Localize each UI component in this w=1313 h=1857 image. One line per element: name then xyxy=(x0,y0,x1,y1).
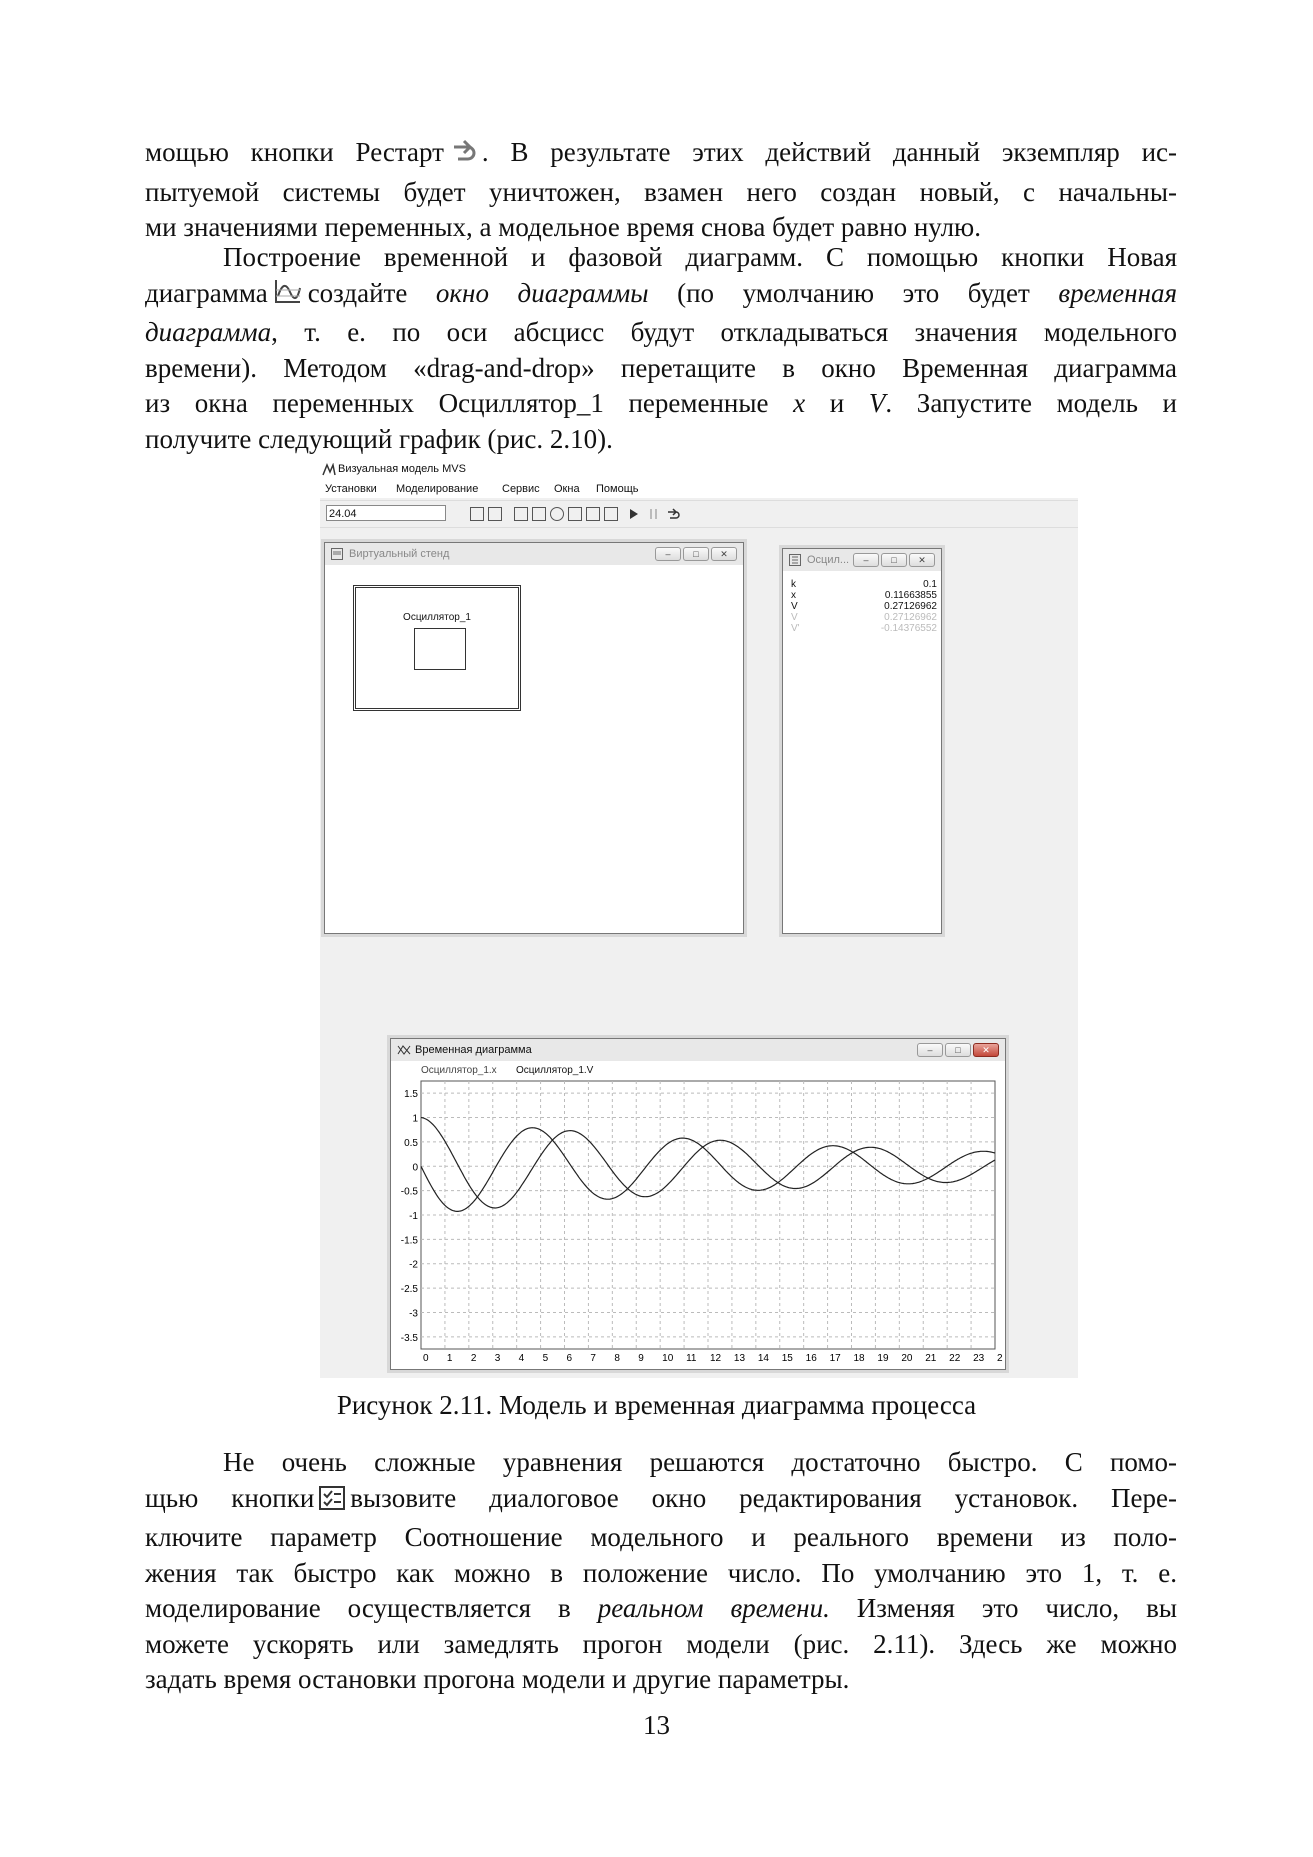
virtual-stand-window xyxy=(324,542,744,934)
new-diagram-icon[interactable] xyxy=(514,507,528,521)
oscillator-body[interactable] xyxy=(414,628,466,670)
notes-icon[interactable] xyxy=(488,507,502,521)
x-tick-label: 4 xyxy=(518,1353,525,1364)
step-icon[interactable] xyxy=(568,507,582,521)
window-titlebar xyxy=(391,1039,1005,1061)
x-tick-label: 6 xyxy=(566,1353,573,1364)
x-tick-label: 1 xyxy=(446,1353,453,1364)
close-button[interactable]: ✕ xyxy=(909,553,935,567)
window-titlebar xyxy=(325,543,743,565)
x-tick-label: 13 xyxy=(733,1353,746,1364)
x-tick-label: 21 xyxy=(925,1353,937,1364)
variables-icon xyxy=(789,554,801,566)
x-tick-label: 17 xyxy=(829,1353,841,1364)
menu-settings[interactable]: Установки xyxy=(325,483,377,495)
restart-icon xyxy=(448,137,478,175)
x-tick-label: 0 xyxy=(423,1353,429,1364)
x-tick-label: 14 xyxy=(757,1353,769,1364)
pause-icon[interactable] xyxy=(648,508,660,520)
x-tick-label: 8 xyxy=(614,1353,620,1364)
x-tick-label: 2 xyxy=(997,1353,1003,1364)
maximize-button[interactable]: □ xyxy=(683,547,709,561)
menu-modeling[interactable]: Моделирование xyxy=(396,483,479,495)
time-diagram-chart xyxy=(391,1077,1005,1367)
y-tick-label: -1 xyxy=(409,1211,418,1222)
window-title: Осцил... xyxy=(807,554,850,566)
x-tick-label: 12 xyxy=(710,1353,722,1364)
y-tick-label: 0.5 xyxy=(404,1137,418,1149)
text-line: ключите параметр Соотношение модельного и реального времени из поло- xyxy=(145,1522,1177,1552)
toolbar xyxy=(320,500,1078,528)
stand-icon xyxy=(331,548,343,560)
minimize-button[interactable]: – xyxy=(853,553,879,567)
gauge-icon[interactable] xyxy=(604,507,618,521)
menu-help[interactable]: Помощь xyxy=(596,483,639,495)
maximize-button[interactable]: □ xyxy=(881,553,907,567)
x-tick-label: 23 xyxy=(973,1353,985,1364)
oscillator-label: Осциллятор_1 xyxy=(403,612,471,623)
x-tick-label: 16 xyxy=(805,1353,817,1364)
x-tick-label: 9 xyxy=(638,1353,644,1364)
x-tick-label: 15 xyxy=(781,1353,793,1364)
paragraph-settings xyxy=(145,1445,1177,1698)
y-tick-label: -2.5 xyxy=(400,1284,418,1296)
text-line: мощью кнопки Рестарт . В результате этих действий данный экземпляр ис- xyxy=(145,135,1177,175)
text-line: пытуемой системы будет уничтожен, взамен него создан новый, с начальны- xyxy=(145,176,1177,207)
close-button[interactable]: ✕ xyxy=(973,1043,999,1057)
variable-row[interactable]: V 0.27126962 xyxy=(791,601,937,612)
x-tick-label: 2 xyxy=(470,1353,477,1364)
variable-row[interactable]: V' -0.14376552 xyxy=(791,623,937,634)
time-diagram-window xyxy=(390,1038,1006,1370)
model-time-field[interactable]: 24.04 xyxy=(326,505,446,521)
text-line: из окна переменных Осциллятор_1 переменные x и V. Запустите модель и xyxy=(145,388,1177,418)
app-logo-icon xyxy=(322,463,336,477)
window-titlebar xyxy=(783,549,941,571)
text-line: моделирование осуществляется в реальном времени. Изменяя это число, вы xyxy=(145,1593,1177,1623)
text-line: задать время остановки прогона модели и другие параметры. xyxy=(145,1664,850,1694)
y-tick-label: -3 xyxy=(409,1308,418,1320)
variables-table xyxy=(791,579,937,634)
minimize-button[interactable]: – xyxy=(917,1043,943,1057)
menu-service[interactable]: Сервис xyxy=(502,483,540,495)
play-icon[interactable] xyxy=(628,508,640,520)
text-line: щью кнопки вызовите диалоговое окно редактирования установок. Пере- xyxy=(145,1481,1177,1521)
settings-icon xyxy=(318,1485,346,1521)
menu-windows[interactable]: Окна xyxy=(554,483,580,495)
maximize-button[interactable]: □ xyxy=(945,1043,971,1057)
window-title: Виртуальный стенд xyxy=(349,548,450,560)
page-number: 13 xyxy=(643,1710,670,1740)
x-tick-label: 18 xyxy=(853,1353,865,1364)
app-title-bar xyxy=(320,460,1078,480)
y-tick-label: 0 xyxy=(412,1162,418,1174)
phase-diagram-icon[interactable] xyxy=(532,507,546,521)
y-tick-label: 1 xyxy=(412,1113,418,1125)
y-tick-label: -1.5 xyxy=(400,1235,418,1247)
mvs-screenshot xyxy=(320,460,1078,1378)
x-tick-label: 7 xyxy=(590,1353,596,1364)
new-diagram-icon xyxy=(272,276,304,316)
y-tick-label: -2 xyxy=(409,1259,418,1271)
variable-row[interactable]: k 0.1 xyxy=(791,579,937,590)
legend-x[interactable]: Осциллятор_1.x xyxy=(421,1065,497,1076)
paragraph-diagram xyxy=(145,240,1177,457)
text-line: ми значениями переменных, а модельное время снова будет равно нулю. xyxy=(145,212,981,242)
settings-icon[interactable] xyxy=(470,507,484,521)
text-line: времени). Методом «drag-and-drop» перетащите в окно Временная диаграмма xyxy=(145,352,1177,383)
text-line: жения так быстро как можно в положение число. По умолчанию это 1, т. е. xyxy=(145,1557,1177,1588)
timer-icon[interactable] xyxy=(550,507,564,521)
menu-bar xyxy=(320,480,1078,498)
figure-caption: Рисунок 2.11. Модель и временная диаграмма процесса xyxy=(336,1390,977,1420)
paragraph-restart xyxy=(145,135,1177,246)
x-tick-label: 19 xyxy=(877,1353,889,1364)
diagram-icon xyxy=(397,1044,411,1056)
oscillator-block[interactable] xyxy=(353,585,521,711)
x-tick-label: 10 xyxy=(662,1353,674,1364)
y-tick-label: -3.5 xyxy=(400,1332,418,1344)
x-tick-label: 11 xyxy=(686,1353,697,1364)
restart-icon[interactable] xyxy=(666,507,680,521)
window-title: Временная диаграмма xyxy=(415,1044,532,1056)
x-tick-label: 3 xyxy=(494,1353,501,1364)
legend-v[interactable]: Осциллятор_1.V xyxy=(516,1065,594,1076)
x-tick-label: 20 xyxy=(901,1353,913,1364)
y-tick-label: 1.5 xyxy=(404,1089,418,1101)
variables-window xyxy=(782,548,942,934)
text-line: можете ускорять или замедлять прогон модели (рис. 2.11). Здесь же можно xyxy=(145,1628,1177,1659)
x-tick-label: 5 xyxy=(542,1353,549,1364)
text-line: диаграмма создайте окно диаграммы (по умолчанию это будет временная xyxy=(145,276,1177,316)
variable-row[interactable]: x 0.11663855 xyxy=(791,590,937,601)
text-line: получите следующий график (рис. 2.10). xyxy=(145,423,613,454)
text-line: Построение временной и фазовой диаграмм. С помощью кнопки Новая xyxy=(223,242,1177,272)
minimize-button[interactable]: – xyxy=(655,547,681,561)
y-tick-label: -0.5 xyxy=(400,1186,418,1198)
text-line: диаграмма, т. е. по оси абсцисс будут откладываться значения модельного xyxy=(145,317,1177,347)
variable-row[interactable]: V 0.27126962 xyxy=(791,612,937,623)
calculator-icon[interactable] xyxy=(586,507,600,521)
x-tick-label: 22 xyxy=(949,1353,961,1364)
text-line: Не очень сложные уравнения решаются достаточно быстро. С помо- xyxy=(223,1447,1177,1477)
close-button[interactable]: ✕ xyxy=(711,547,737,561)
app-title: Визуальная модель MVS xyxy=(338,463,466,475)
